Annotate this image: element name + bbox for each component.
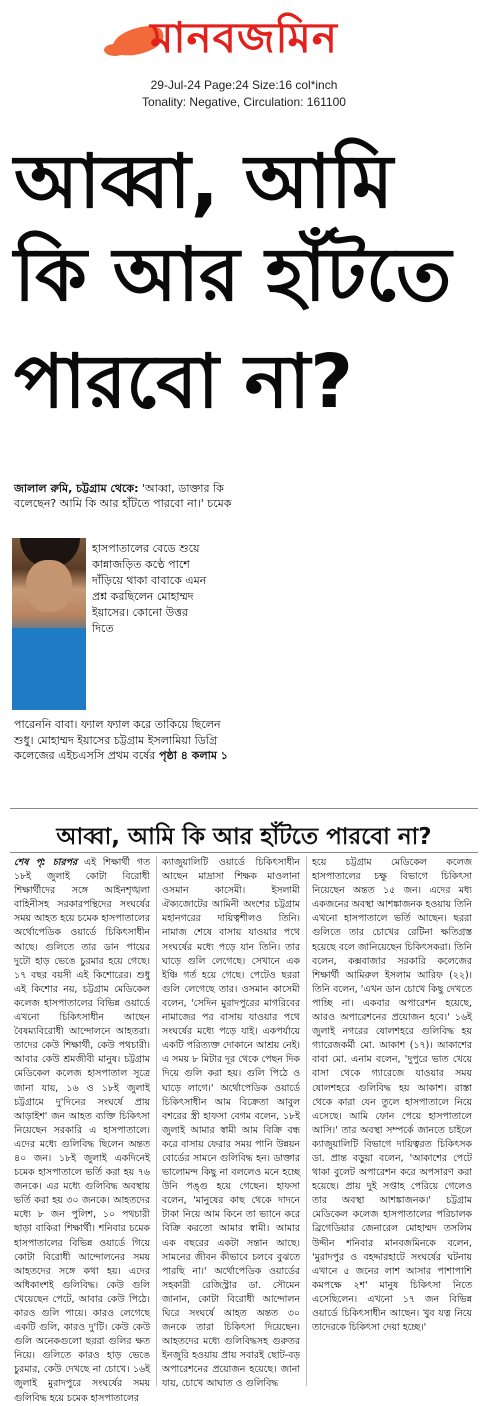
section-divider-top [10, 808, 478, 809]
column-divider [306, 856, 307, 1386]
logo-splash-drop-icon [104, 44, 126, 56]
byline: জালাল রুমি, চট্টগ্রাম থেকে: [14, 482, 139, 495]
lead-bottom-text: পারেননি বাবা। ফ্যাল ফ্যাল করে তাকিয়ে ছিলেন শুধু। মোহাম্মদ ইয়াসের চট্টগ্রাম ইসলামিয়া ডিগ্রি কলেজের এইচএসসি প্রথম বর্ষের [14, 718, 221, 763]
continuation-column-1 [14, 856, 150, 1406]
story-photo [12, 538, 86, 710]
column-1-text: এই শিক্ষার্থী গত ১৮ই জুলাই কোটা বিরোধী শিক্ষার্থীদের সঙ্গে আইনশৃঙ্খলা বাহিনীসহ সরকারপন্থিদের সংঘর্ষের সময় আহত হয়ে চমেক হাসপাতালের অর্থোপেডিক ওয়ার্ডে চিকিৎসাধীন আছে। গুলিতে তার ডান পায়ের দুটো হাড় ভেঙে চুরমার হয়ে গেছে। ১৭ বছর বয়সী এই কিশোরের। শুধু এই কিশোর নয়, চট্টগ্রাম মেডিকেল কলেজ হাসপাতালের বিভিন্ন ওয়ার্ডে এখনো চিকিৎসাধীন আছেন বৈষম্যবিরোধী আন্দোলনে আহতরা। তাদের কেউ শিক্ষার্থী, কেউ পথচারী। আবার কেউ শ্রমজীবী মানুষ। চট্টগ্রাম মেডিকেল কলেজ হাসপাতাল সূত্রে জানা যায়, ১৬ ও ১৮ই জুলাই চট্টগ্রামে দু'দিনের সংঘর্ষে প্রায় আড়াইশ' জন আহত ব্যক্তি চিকিৎসা নিয়েছেন সরকারি এ হাসপাতালে। এদের মধ্যে গুলিবিদ্ধ ছিলেন অন্তত ৪০ জন। ১৮ই জুলাই একদিনেই চমেক হাসপাতালে ভর্তি করা হয় ৭৬ জনকে। এর মধ্যে গুলিবিদ্ধ অবস্থায় ভর্তি করা হয় ৩০ জনকে। আহতদের মধ্যে ৮ জন পুলিশ, ১০ পথচারী ছাড়া বাকিরা শিক্ষার্থী। শনিবার চমেক হাসপাতালের বিভিন্ন ওয়ার্ডে গিয়ে কোটা বিরোধী আন্দোলনের সময় আহতদের সঙ্গে কথা হয়। এদের অধিকাংশই গুলিবিদ্ধ। কেউ গুলি খেয়েছেন পেটে, আবার কেউ পিঠে। কারও গুলি পায়ে। কারও লেগেছে একটি গুলি, কারও দু'টি। কেউ কেউ গুলি অনেকগুলো ছররা গুলির ক্ষত নিয়ে। গুলিতে কারও হাড় ভেঙে চুরমার, কেউ দেখছে না চোখে। ১৬ই জুলাই মুরাদপুরে সংঘর্ষের সময় গুলিবিদ্ধ হয়ে চমেক হাসপাতালের [14, 857, 151, 1404]
headline-line-3: পারবো না? [14, 339, 354, 425]
continuation-label: শেষ পৃ: চারপর [14, 857, 78, 868]
clipping-meta-date-page: 29-Jul-24 Page:24 Size:16 col*inch [150, 78, 338, 92]
continuation-column-3: হয়ে চট্টগ্রাম মেডিকেল কলেজ হাসপাতালের চক্ষু বিভাগে চিকিৎসা নিয়েছেন অন্তত ১৫ জন। এদের মধ্য একজনের অবস্থা আশঙ্কাজনক হওয়ায় তিনি এখনো হাসপাতালে ভর্তি আছেন। ছররা গুলিতে তার চোখের রেটিনা ক্ষতিগ্রস্ত হয়েছে বলে জানিয়েছেন চিকিৎসকরা। তিনি বলেন, কক্সবাজার সরকারি কলেজের শিক্ষার্থী আমিরুল ইসলাম আরিফ (২২)। তিনি বলেন, 'এখন ডান চোখে কিছু দেখতে পাচ্ছি না। একবার অপারেশন হয়েছে, আরও অপারেশনের প্রয়োজন হবে।' ১৬ই জুলাই নগরের ষোলশহরে গুলিবিদ্ধ হয় গ্যারেজকর্মী মো. আকাশ (১৭)। আকাশের বাবা মো. এনাম বলেন, 'দুপুরে ভাত খেয়ে বাসা থেকে গ্যারেজে যাওয়ার সময় ষোলশহরে গুলিবিদ্ধ হয় আকাশ। রাস্তা থেকে কারা যেন তুলে হাসপাতালে নিয়ে এসেছে। আমি ফোন পেয়ে হাসপাতালে আসি।' তার অবস্থা সম্পর্কে জানতে চাইলে ক্যাজুয়ালিটি বিভাগে দায়িত্বরত চিকিৎসক ডা. প্রান্ত বড়ুয়া বলেন, 'আকাশের পেটে থাকা বুলেট অপারেশন করে অপসারণ করা হয়েছে। প্রায় দুই সপ্তাহ পেরিয়ে গেলেও তার অবস্থা আশঙ্কাজনক।' চট্টগ্রাম মেডিকেল কলেজ হাসপাতালের পরিচালক ব্রিগেডিয়ার জেনারেল মোহাম্মদ তসলিম উদ্দীন শনিবার মানবজমিনকে বলেন, 'মুরাদপুর ও বহদ্দারহাটে সংঘর্ষের ঘটনায় এখানে ৫ জনের লাশ আসার পাশাপাশি কমপক্ষে ২শ' মানুষ চিকিৎসা নিতে এসেছিলেন। এখনো ১৭ জন বিভিন্ন ওয়ার্ডে চিকিৎসাধীন আছেন। খুব যত্ন নিয়ে তাদেরকে চিকিৎসা দেয়া হচ্ছে।' [312, 857, 472, 1334]
newspaper-logo: মানবজমিন [150, 13, 338, 62]
column-divider [156, 856, 157, 1386]
photo-shirt-shape [12, 628, 86, 710]
headline-line-1: আব্বা, আমি [14, 139, 394, 225]
masthead [0, 0, 488, 72]
jump-reference: পৃষ্ঠা ৪ কলাম ১ [155, 749, 228, 763]
lead-intro-text: 'আব্বা, ডাক্তার কি বলেছেন? আমি কি আর হাঁটতে পারবো না।' চমেক [14, 482, 232, 510]
headline-line-2: কি আর হাঁটতে [14, 232, 452, 318]
photo-face-shape [26, 560, 72, 612]
lead-narrow-column: হাসপাতালের বেডে শুয়ে কান্নাজড়িত কণ্ঠে পাশে দাঁড়িয়ে থাকা বাবাকে এমন প্রশ্ন করছিলেন মোহাম্মদ ইয়াসের। কোনো উত্তর দিতে [92, 542, 207, 635]
continuation-heading: আব্বা, আমি কি আর হাঁটতে পারবো না? [56, 824, 432, 850]
continuation-column-2: ক্যাজুয়ালিটি ওয়ার্ডে চিকিৎসাধীন আছেন মাদ্রাসা শিক্ষক মাওলানা ওসমান কাসেমী। ইসলামী ঐক্যজোটের আমিনী অংশের চট্টগ্রাম মহানগরের দায়িত্বশীলও তিনি। নামাজ শেষে বাসায় যাওয়ার পথে সংঘর্ষের মধ্যে পড়ে যান তিনি। তার ঘাড়ে গুলি লেগেছে। সেখানে এক ইঞ্চি গর্ত হয়ে গেছে। পেটেও ছররা গুলি লেগেছে তার। ওসমান কাসেমী বলেন, 'সেদিন মুরাদপুরের মাগরিবের নামাজের পর বাসায় যাওয়ার পথে সংঘর্ষের মধ্যে পড়ে যাই। একপর্যায়ে একটি পরিত্যক্ত দোকানে আশ্রয় নেই। এ সময় ৮ মিটার দূর থেকে পেছন দিক দিয়ে গুলি করা হয়। গুলি পিঠে ও ঘাড়ে লাগে।' অর্থোপেডিক ওয়ার্ডে চিকিৎসাধীন আম বিক্রেতা আবুল বশরের স্ত্রী হাফসা বেগম বলেন, ১৮ই জুলাই আমার স্বামী আম বিক্রি বন্ধ করে বাসায় ফেরার সময় পানি উন্নয়ন বোর্ডের সামনে গুলিবিদ্ধ হন। ডাক্তার ভালোমন্দ কিছু না বললেও মনে হচ্ছে উনি পঙ্গু হয়ে গেছেন। হাফসা বলেন, 'মানুষের কাছ থেকে দাদনে টাকা নিয়ে আম কিনে তা ভ্যানে করে বিক্রি করতো আমার স্বামী। আমার এক বছরের একটা সন্তান আছে। সামনের জীবন কীভাবে চলবে বুঝতে পারছি না।' অর্থোপেডিক ওয়ার্ডের সহকারী রেজিস্ট্রার ডা. সৌমেন জানান, কোটা বিরোধী আন্দোলন ঘিরে সংঘর্ষে আহত অন্তত ৩০ জনকে তারা চিকিৎসা দিয়েছেন। আহতদের মধ্যে গুলিবিদ্ধসহ গুরুতর ইনজুরি হওয়ায় প্রায় সবারই ছোট-বড় অপারেশনের প্রয়োজন হয়েছে। জানা যায়, চোখে আঘাত ও গুলিবিদ্ধ [162, 857, 300, 1390]
clipping-meta-tonality: Tonality: Negative, Circulation: 161100 [142, 95, 346, 109]
lead-intro [14, 481, 236, 511]
lead-continued-text [14, 717, 240, 764]
section-divider [10, 852, 478, 853]
